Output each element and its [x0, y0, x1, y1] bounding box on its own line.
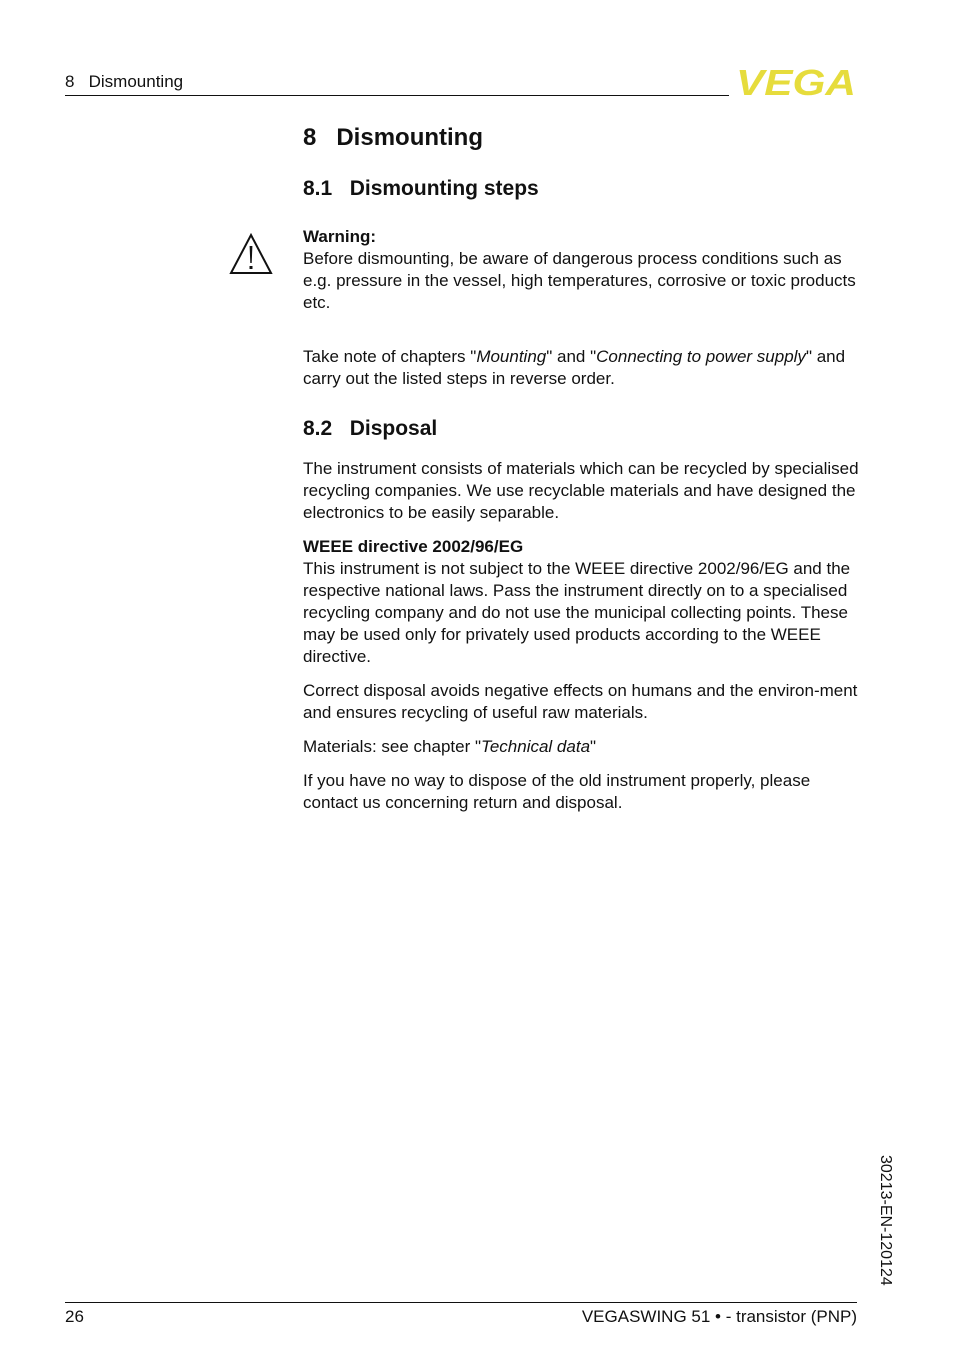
materials-paragraph: [303, 736, 859, 758]
materials-before: Materials: see chapter ": [303, 737, 482, 756]
page-number: 26: [65, 1307, 84, 1326]
chapter-reference-mounting: Mounting: [476, 347, 547, 366]
weee-block: [303, 536, 859, 668]
warning-text: Before dismounting, be aware of dangerous process conditions such as e.g. pressure in the vessel, high temperatures, corrosive or toxic products etc.: [303, 249, 856, 312]
chapter-title: 8 Dismounting: [303, 124, 483, 151]
header-divider: [65, 95, 729, 96]
take-note-before: Take note of chapters ": [303, 347, 477, 366]
warning-block: [303, 226, 859, 314]
take-note-middle: " and ": [546, 347, 597, 366]
take-note-after: " and carry out the listed steps in reverse order.: [303, 347, 846, 388]
running-header-section: 8 Dismounting: [65, 72, 184, 91]
section-title-dismounting-steps: 8.1 Dismounting steps: [303, 177, 539, 200]
disposal-intro-paragraph: The instrument consists of materials which can be recycled by specialised recycling companies. We use recyclable materials and have designed the electronics to be easily separable.: [303, 459, 859, 522]
page-content: [303, 118, 859, 814]
footer-divider: [65, 1302, 857, 1303]
chapter-reference-technical-data: Technical data: [481, 737, 591, 756]
document-code: 30213-EN-120124: [877, 1155, 894, 1286]
take-note-paragraph: [303, 346, 859, 390]
materials-after: ": [590, 737, 597, 756]
chapter-reference-power-supply: Connecting to power supply: [596, 347, 806, 366]
section-title-disposal: 8.2 Disposal: [303, 417, 438, 440]
warning-triangle-icon: [229, 233, 273, 275]
vega-logo-text: VEGA: [736, 67, 856, 97]
weee-title: WEEE directive 2002/96/EG: [303, 537, 524, 556]
footer-product-name: VEGASWING 51 • - transistor (PNP): [581, 1307, 857, 1326]
correct-disposal-paragraph: Correct disposal avoids negative effects on humans and the environ-ment and ensures recycling of useful raw materials.: [303, 681, 858, 722]
warning-title: Warning:: [303, 227, 377, 246]
vega-logo: [735, 67, 857, 97]
weee-paragraph: This instrument is not subject to the WEEE directive 2002/96/EG and the respective national laws. Pass the instrument directly on to a specialised recycling company and do not use the municipal collecting points. These may be used only for privately used products according to the WEEE directive.: [303, 559, 851, 666]
contact-paragraph: If you have no way to dispose of the old instrument properly, please contact us concerning return and disposal.: [303, 771, 811, 812]
